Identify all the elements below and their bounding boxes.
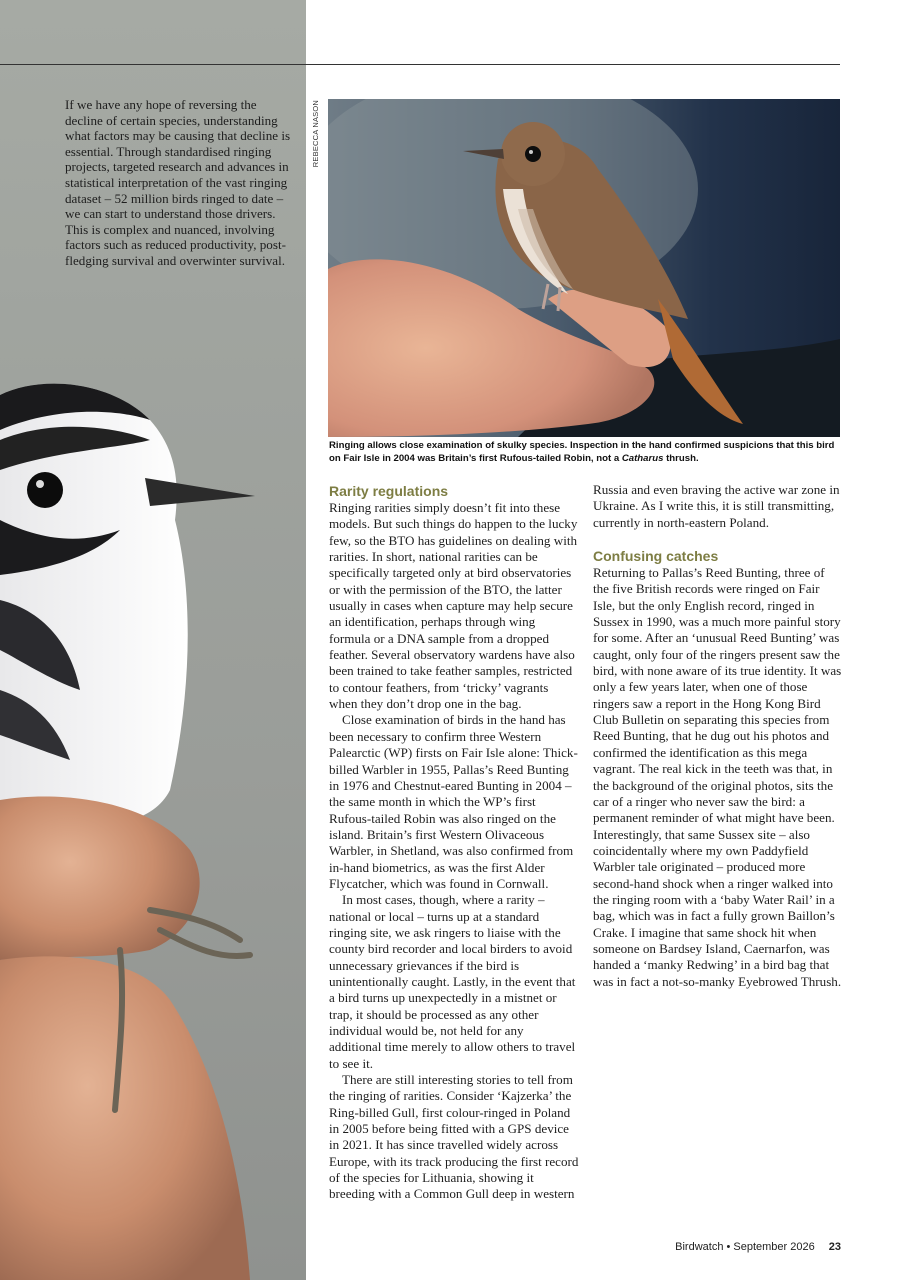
article-column-1 [329, 482, 579, 1203]
paragraph-4-continued: Russia and even braving the active war zone in Ukraine. As I write this, it is still transmitting, currently in north-eastern Poland. [593, 482, 840, 530]
page-footer [675, 1241, 841, 1253]
page-number: 23 [828, 1241, 841, 1253]
robin-in-hand-photo [328, 99, 840, 437]
photo-credit: REBECCA NASON [311, 100, 320, 168]
heading-rarity-regulations: Rarity regulations [329, 483, 449, 499]
paragraph-5: Returning to Pallas’s Reed Bunting, three of the five British records were ringed on Fair Isle, but the only English record, ringed in Sussex in 1990, was a much more painful story for some. After an ‘unusual Reed Bunting’ was caught, only four of the ringers present saw the bird, with none aware of its true identity. It was only a few years later, when one of those ringers saw a report in the Hong Kong Bird Club Bulletin on separating this species from Reed Bunting, that he dug out his photos and confirmed the identification as this mega vagrant. The real kick in the teeth was that, in the background of the original photos, sits the car of a ringer who never saw the bird: a permanent reminder of what might have been. Interestingly, that same Sussex site – also coincidentally where my own Paddyfield Warbler tale originated – produced more second-hand shock when a ringer walked into the ringing room with a ‘baby Water Rail’ in a bag, which was in fact a fully grown Baillon’s Crake. I imagine that same shock hit when someone on Bardsey Island, Caernarfon, was handed a ‘manky Redwing’ in a bird bag that was in fact a not-so-manky Eyebrowed Thrush. [593, 565, 842, 989]
publication-line: Birdwatch • September 2026 [675, 1241, 815, 1253]
paragraph-1: Ringing rarities simply doesn’t fit into these models. But such things do happen to the lucky few, so the BTO has guidelines on dealing with rarities. In short, national rarities can be specifically targeted only at bird observatories or with the permission of the BTO, the latter usually in cases when capture may help secure an identification, perhaps through wing formula or a DNA sample from a dropped feather. Several observatory wardens have also been trained to take feather samples, restricted to contour feathers, from ‘tricky’ vagrants when they don’t drop one in the bag. [329, 500, 578, 712]
article-column-2 [593, 482, 843, 990]
paragraph-4: There are still interesting stories to tell from the ringing of rarities. Consider ‘Kajzerka’ the Ring-billed Gull, first colour-ringed in Poland in 2005 before being fitted with a GPS device in 2021. It has since travelled widely across Europe, with its track producing the first record of the species for Lithuania, showing it breeding with a Common Gull deep in western [329, 1072, 579, 1202]
paragraph-3: In most cases, though, where a rarity – national or local – turns up at a standard ringing site, we ask ringers to liaise with the county bird recorder and local birders to avoid unnecessary grievances if the bird is unintentionally caught. Lastly, in the event that a bird turns up unexpectedly in a mistnet or trap, it should be processed as any other individual would be, not held for any additional time merely to allow others to travel to see it. [329, 892, 576, 1071]
heading-confusing-catches: Confusing catches [593, 548, 719, 565]
top-rule [0, 64, 840, 65]
paragraph-2: Close examination of birds in the hand has been necessary to confirm three Western Palearctic (WP) firsts on Fair Isle alone: Thick-billed Warbler in 1955, Pallas’s Reed Bunting in 1976 and Chestnut-eared Bunting in 2004 – the same month in which the WP’s first Rufous-tailed Robin was also ringed on the island. Britain’s first Western Olivaceous Warbler, in Shetland, was also confirmed from in-hand biometrics, as was the first Alder Flycatcher, which was found in Cornwall. [329, 712, 578, 891]
intro-paragraph: If we have any hope of reversing the decline of certain species, understanding what factors may be causing that decline is essential. Through standardised ringing projects, targeted research and advances in statistical interpretation of the vast ringing dataset – 52 million birds ringed to date – we can start to understand those drivers. This is complex and nuanced, involving factors such as reduced productivity, post-fledging survival and overwinter survival. [65, 97, 291, 268]
photo-caption: Ringing allows close examination of skulky species. Inspection in the hand confirmed suspicions that this bird on Fair Isle in 2004 was Britain’s first Rufous-tailed Robin, not a Catharus thrush. [329, 440, 835, 464]
